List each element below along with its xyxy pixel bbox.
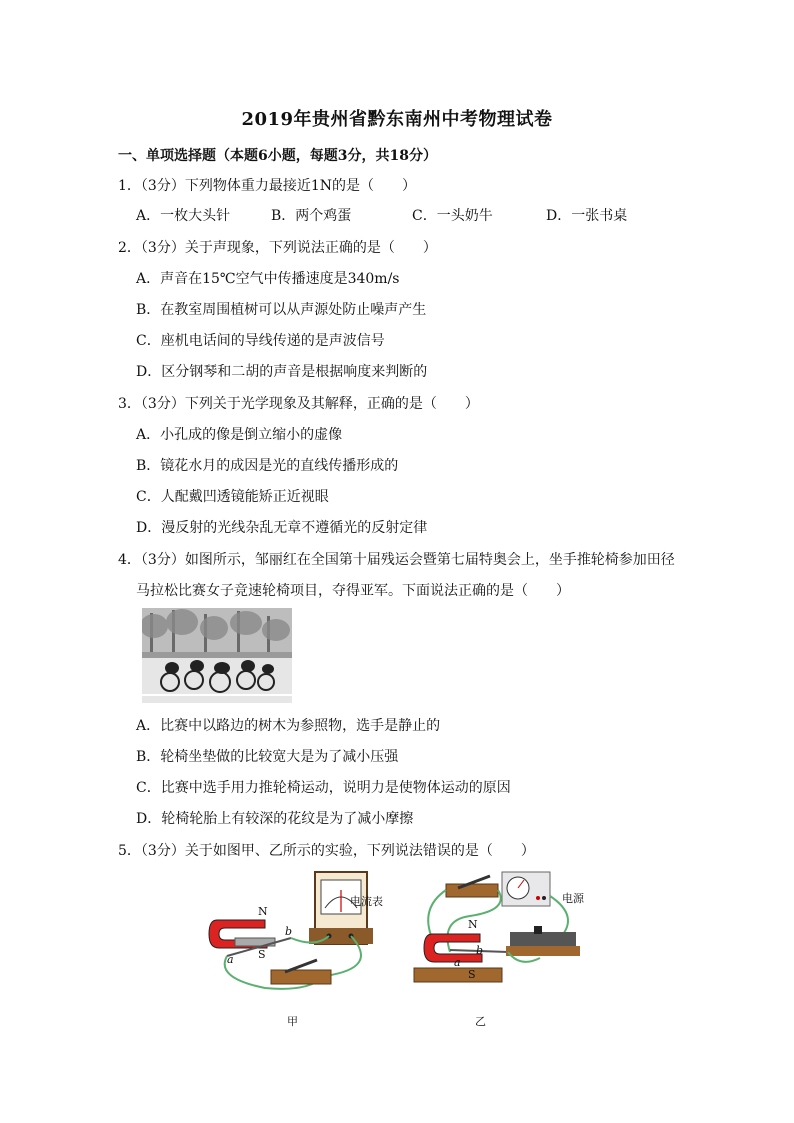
- q3-option-a: A．小孔成的像是倒立缩小的虚像: [136, 427, 343, 443]
- question-1-stem: 1．（3分）下列物体重力最接近1N的是（ ）: [118, 178, 416, 194]
- wheelchair-race-photo: [142, 608, 292, 703]
- jia-wire-a: a: [227, 953, 234, 966]
- figure-yi-caption: 乙: [475, 1015, 486, 1028]
- figure-jia-caption: 甲: [287, 1015, 298, 1028]
- q4-option-b: B．轮椅坐垫做的比较宽大是为了减小压强: [136, 749, 399, 765]
- jia-pole-n: N: [258, 905, 268, 918]
- q4-option-c: C．比赛中选手用力推轮椅运动，说明力是使物体运动的原因: [136, 780, 511, 796]
- yi-wire-b: b: [476, 944, 484, 957]
- question-2-stem: 2．（3分）关于声现象，下列说法正确的是（ ）: [118, 240, 437, 256]
- q4-option-d: D．轮椅轮胎上有较深的花纹是为了减小摩擦: [136, 811, 414, 827]
- yi-pole-s: S: [468, 968, 476, 981]
- q1-option-d: D．一张书桌: [546, 208, 628, 224]
- section-heading: 一、单项选择题（本题6小题，每题3分，共18分）: [118, 148, 437, 164]
- q3-option-b: B．镜花水月的成因是光的直线传播形成的: [136, 458, 399, 474]
- question-4-stem-line1: 4．（3分）如图所示，邹丽红在全国第十届残运会暨第七届特奥会上，坐手推轮椅参加田径: [118, 552, 675, 568]
- ammeter-label: 电流表: [350, 895, 383, 908]
- question-3-stem: 3．（3分）下列关于光学现象及其解释，正确的是（ ）: [118, 396, 479, 412]
- yi-wire-a: a: [454, 956, 461, 969]
- q3-option-c: C．人配戴凹透镜能矫正近视眼: [136, 489, 329, 505]
- page-title: 2019年贵州省黔东南州中考物理试卷: [241, 109, 553, 130]
- q2-option-d: D．区分钢琴和二胡的声音是根据响度来判断的: [136, 364, 428, 380]
- q2-option-c: C．座机电话间的导线传递的是声波信号: [136, 333, 385, 349]
- q3-option-d: D．漫反射的光线杂乱无章不遵循光的反射定律: [136, 520, 428, 536]
- power-supply-label: 电源: [562, 892, 584, 905]
- question-5-stem: 5．（3分）关于如图甲、乙所示的实验，下列说法错误的是（ ）: [118, 843, 535, 859]
- question-4-stem-line2: 马拉松比赛女子竞速轮椅项目，夺得亚军。下面说法正确的是（ ）: [136, 583, 570, 599]
- q1-option-c: C．一头奶牛: [412, 208, 493, 224]
- q1-option-b: B．两个鸡蛋: [271, 208, 352, 224]
- q1-option-a: A．一枚大头针: [136, 208, 231, 224]
- figure-yi-diagram: [410, 868, 595, 1028]
- jia-pole-s: S: [258, 948, 266, 961]
- q2-option-b: B．在教室周围植树可以从声源处防止噪声产生: [136, 302, 427, 318]
- q4-option-a: A．比赛中以路边的树木为参照物，选手是静止的: [136, 718, 441, 734]
- yi-pole-n: N: [468, 918, 478, 931]
- q2-option-a: A．声音在15℃空气中传播速度是340m/s: [136, 271, 400, 287]
- figure-jia-diagram: [205, 868, 390, 1028]
- jia-wire-b: b: [285, 925, 293, 938]
